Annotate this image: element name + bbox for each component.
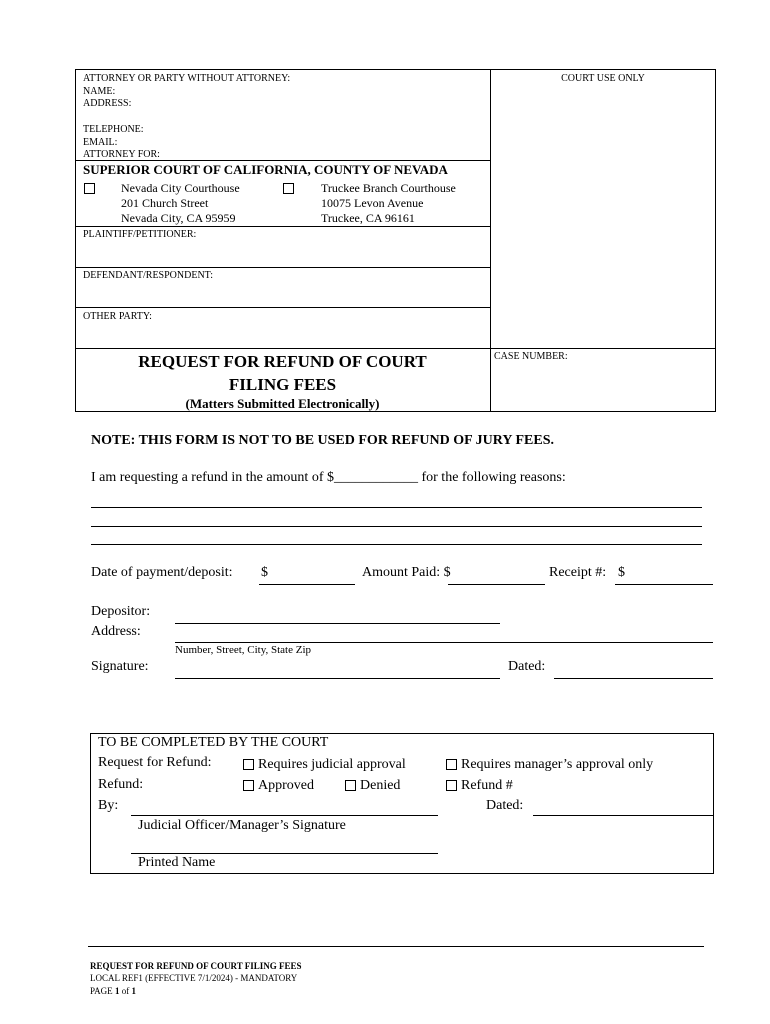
requires-manager-label: Requires manager’s approval only bbox=[461, 757, 654, 772]
courthouse-city: Nevada City, CA 95959 bbox=[121, 211, 236, 225]
refund-number-label: Refund # bbox=[461, 778, 513, 793]
signature-label: Signature: bbox=[91, 659, 149, 674]
footer-title: REQUEST FOR REFUND OF COURT FILING FEES bbox=[90, 961, 302, 971]
denied-label: Denied bbox=[360, 778, 401, 793]
date-of-payment-field[interactable] bbox=[259, 584, 355, 585]
address-label: Address: bbox=[91, 624, 141, 639]
courthouse-street: 10075 Levon Avenue bbox=[321, 196, 424, 210]
signature-caption: Judicial Officer/Manager’s Signature bbox=[138, 818, 346, 833]
page-total: 1 bbox=[131, 986, 136, 996]
approved-checkbox[interactable] bbox=[243, 780, 254, 791]
refund-request-sentence bbox=[91, 470, 566, 486]
courthouse-street: 201 Church Street bbox=[121, 196, 209, 210]
dated-field[interactable] bbox=[554, 678, 713, 679]
row-divider bbox=[75, 267, 490, 268]
court-use-only: COURT USE ONLY bbox=[561, 73, 645, 84]
defendant-label: DEFENDANT/RESPONDENT: bbox=[83, 270, 214, 281]
request-suffix: for the following reasons: bbox=[417, 470, 566, 485]
courthouse-name: Truckee Branch Courthouse bbox=[321, 181, 456, 195]
refund-number-checkbox[interactable] bbox=[446, 780, 457, 791]
form-title bbox=[75, 350, 490, 396]
caption-divider bbox=[490, 69, 491, 412]
plaintiff-label: PLAINTIFF/PETITIONER: bbox=[83, 229, 197, 240]
manager-approval-checkbox[interactable] bbox=[446, 759, 457, 770]
row-divider bbox=[75, 307, 490, 308]
officer-signature-field[interactable] bbox=[131, 815, 438, 816]
page-prefix: PAGE bbox=[90, 986, 113, 996]
receipt-dollar-sign: $ bbox=[618, 565, 625, 580]
form-subtitle: (Matters Submitted Electronically) bbox=[185, 396, 380, 411]
email-label: EMAIL: bbox=[83, 137, 118, 148]
receipt-label: Receipt #: bbox=[549, 565, 607, 580]
denied-checkbox[interactable] bbox=[345, 780, 356, 791]
date-dollar-sign: $ bbox=[261, 565, 268, 580]
approved-label: Approved bbox=[258, 778, 314, 793]
courthouse-name: Nevada City Courthouse bbox=[121, 181, 240, 195]
by-label: By: bbox=[98, 798, 119, 813]
attorney-label: ATTORNEY OR PARTY WITHOUT ATTORNEY: bbox=[83, 73, 291, 84]
name-label: NAME: bbox=[83, 86, 116, 97]
amount-paid-label: Amount Paid: $ bbox=[362, 565, 451, 580]
footer-form-id: LOCAL REF1 (EFFECTIVE 7/1/2024) - MANDATORY bbox=[90, 973, 298, 983]
reason-line[interactable] bbox=[91, 526, 702, 527]
requires-judicial-label: Requires judicial approval bbox=[258, 757, 406, 772]
amount-paid-field[interactable] bbox=[448, 584, 545, 585]
address-field[interactable] bbox=[175, 642, 713, 643]
reason-line[interactable] bbox=[91, 544, 702, 545]
attorney-for-label: ATTORNEY FOR: bbox=[83, 149, 160, 160]
printed-name-caption: Printed Name bbox=[138, 855, 216, 870]
receipt-field[interactable] bbox=[615, 584, 713, 585]
address-hint: Number, Street, City, State Zip bbox=[175, 644, 312, 656]
court-dated-label: Dated: bbox=[486, 798, 524, 813]
courthouse-truckee bbox=[321, 181, 456, 226]
telephone-label: TELEPHONE: bbox=[83, 124, 144, 135]
court-dated-field[interactable] bbox=[533, 815, 714, 816]
court-box-heading: TO BE COMPLETED BY THE COURT bbox=[98, 735, 329, 750]
case-number-label: CASE NUMBER: bbox=[494, 351, 568, 362]
depositor-label: Depositor: bbox=[91, 604, 151, 619]
judicial-approval-checkbox[interactable] bbox=[243, 759, 254, 770]
row-divider bbox=[75, 226, 490, 227]
other-party-label: OTHER PARTY: bbox=[83, 311, 152, 322]
footer-rule bbox=[88, 946, 704, 947]
reason-line[interactable] bbox=[91, 507, 702, 508]
page-number: 1 bbox=[114, 986, 120, 996]
courthouse-checkbox[interactable] bbox=[84, 183, 95, 194]
note: NOTE: THIS FORM IS NOT TO BE USED FOR REFUND OF JURY FEES. bbox=[91, 433, 555, 448]
courthouse-nevada-city bbox=[121, 181, 240, 226]
form-title-line1: REQUEST FOR REFUND OF COURT bbox=[138, 352, 427, 371]
form-title-line2: FILING FEES bbox=[228, 375, 337, 394]
row-divider bbox=[75, 348, 716, 349]
court-title: SUPERIOR COURT OF CALIFORNIA, COUNTY OF NEVADA bbox=[83, 162, 448, 177]
printed-name-field[interactable] bbox=[131, 853, 438, 854]
signature-field[interactable] bbox=[175, 678, 500, 679]
request-prefix: I am requesting a refund in the amount of $ bbox=[91, 470, 334, 485]
refund-label: Refund: bbox=[98, 777, 144, 792]
refund-amount-field[interactable]: ____________ bbox=[333, 470, 418, 485]
courthouse-city: Truckee, CA 96161 bbox=[321, 211, 415, 225]
page-of: of bbox=[121, 986, 130, 996]
request-for-refund-label: Request for Refund: bbox=[98, 755, 212, 770]
page-indicator bbox=[90, 986, 136, 996]
depositor-field[interactable] bbox=[175, 623, 500, 624]
dated-label: Dated: bbox=[508, 659, 546, 674]
date-of-payment-label: Date of payment/deposit: bbox=[91, 565, 233, 580]
courthouse-checkbox[interactable] bbox=[283, 183, 294, 194]
address-label: ADDRESS: bbox=[83, 98, 132, 109]
